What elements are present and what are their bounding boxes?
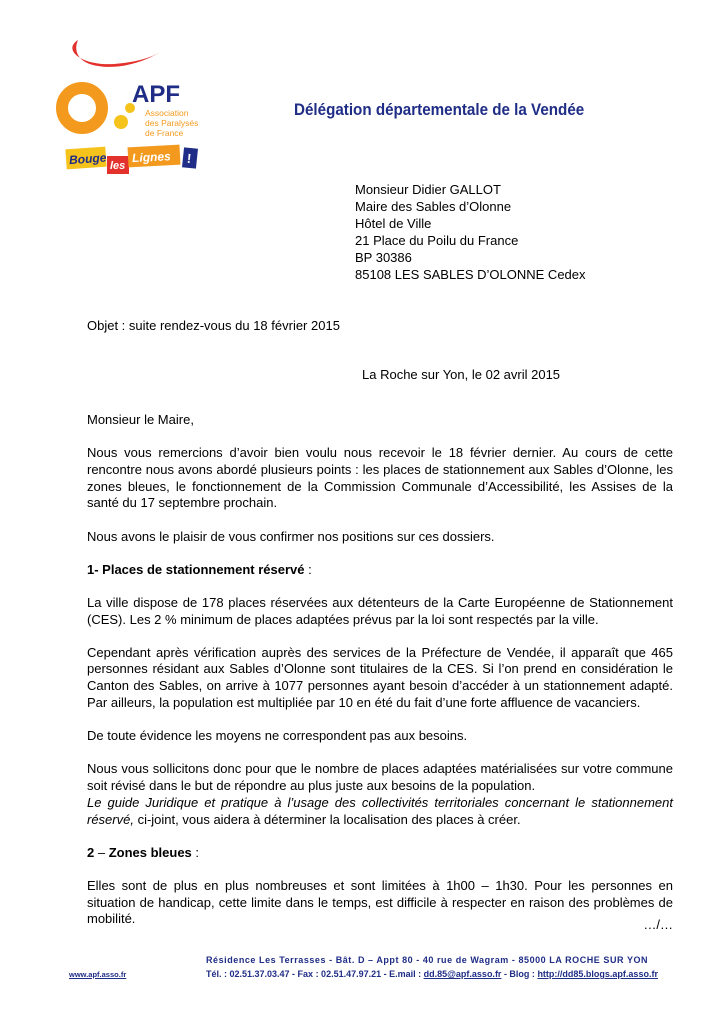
recipient-line: Hôtel de Ville [355, 216, 432, 231]
logo-name-line: des Paralysés [145, 118, 199, 128]
salutation: Monsieur le Maire, [87, 412, 194, 427]
footer-contact-line [206, 967, 673, 981]
slogan-word: les [110, 160, 126, 172]
letter-body [87, 412, 673, 928]
letter-subject: Objet : suite rendez-vous du 18 février 2015 [87, 318, 340, 333]
paragraph [87, 795, 673, 829]
logo-name-line: Association [145, 108, 189, 118]
footer-website-link[interactable]: www.apf.asso.fr [69, 970, 127, 979]
recipient-line: Maire des Sables d’Olonne [355, 199, 512, 214]
footer-contact [206, 953, 673, 981]
paragraph: Nous vous remercions d’avoir bien voulu nous recevoir le 18 février dernier. Au cours de cette rencontre nous avons abordé plusieurs points : les places de stationnement aux Sables d’Olonne, les zones bleues, le fonctionnement de la Commission Communale d’Accessibilité, les Assises de la santé du 17 septembre prochain. [87, 445, 673, 511]
section-number: 2 [87, 844, 95, 860]
footer-email-link[interactable]: dd.85@apf.asso.fr [423, 969, 502, 979]
continuation-mark: …/… [643, 917, 673, 932]
paragraph: Elles sont de plus en plus nombreuses et sont limitées à 1h00 – 1h30. Pour les personnes en situation de handicap, cette limite dans le temps, est difficile à respecter en raison des problèmes de mobilité. [87, 877, 673, 927]
paragraph: Nous avons le plaisir de vous confirmer nos positions sur ces dossiers. [87, 528, 495, 544]
paragraph-text: ci-joint, vous aidera à déterminer la localisation des places à créer. [133, 811, 521, 827]
paragraph: Nous vous sollicitons donc pour que le nombre de places adaptées matérialisées sur votre commune soit révisé dans le but de répondre au plus juste aux besoins de la population. [87, 761, 673, 794]
paragraph: Cependant après vérification auprès des services de la Préfecture de Vendée, il apparaît que 465 personnes résidant aux Sables d’Olonne sont titulaires de la CES. Si l’on prend en considération le Canton des Sables, on arrive à 1077 personnes ayant besoin d’accéder à un stationnement adapté. Par ailleurs, la population est multipliée par 10 en été du fait d’une forte affluence de vacanciers. [87, 644, 673, 711]
letter-place-date: La Roche sur Yon, le 02 avril 2015 [362, 367, 561, 382]
logo-name-line: de France [145, 128, 184, 138]
section-heading-text: 1- Places de stationnement réservé [87, 561, 305, 577]
delegation-title: Délégation départementale de la Vendée [294, 101, 585, 119]
footer-address: Résidence Les Terrasses - Bât. D – Appt 80 - 40 rue de Wagram - 85000 LA ROCHE SUR YON [206, 955, 649, 965]
slogan-word: Bouge [68, 150, 107, 168]
logo-acronym: APF [132, 81, 180, 108]
paragraph: La ville dispose de 178 places réservées aux détenteurs de la Carte Européenne de Stationnement (CES). Les 2 % minimum de places adaptées prévus par la loi sont respectés par la ville. [87, 594, 673, 627]
slogan-word: ! [186, 150, 193, 167]
logo-yellow-dot [114, 115, 128, 129]
paragraph: De toute évidence les moyens ne correspondent pas aux besoins. [87, 728, 468, 744]
section-heading-text: Zones bleues [108, 844, 192, 860]
footer-blog-label: - Blog : [501, 969, 538, 979]
recipient-line: 21 Place du Poilu du France [355, 233, 519, 248]
slogan-word: Lignes [131, 149, 172, 166]
recipient-line: Monsieur Didier GALLOT [355, 182, 501, 197]
recipient-address [355, 181, 586, 283]
guide-title: Le guide Juridique et pratique à l’usage des collectivités territoriales concernant le stationnement réservé, [87, 794, 673, 827]
apf-logo [52, 30, 212, 180]
section-heading [87, 562, 673, 579]
section-dash: – [94, 844, 109, 860]
footer-phone-fax: Tél. : 02.51.37.03.47 - Fax : 02.51.47.97.21 - E.mail : [206, 969, 424, 979]
recipient-line: 85108 LES SABLES D’OLONNE Cedex [355, 267, 586, 282]
logo-red-swoosh [72, 40, 160, 67]
recipient-line: BP 30386 [355, 250, 412, 265]
section-heading [87, 845, 673, 862]
section-heading-suffix: : [191, 844, 200, 860]
footer-blog-link[interactable]: http://dd85.blogs.apf.asso.fr [537, 969, 658, 979]
logo-orange-ring [62, 88, 102, 128]
section-heading-suffix: : [304, 561, 312, 577]
